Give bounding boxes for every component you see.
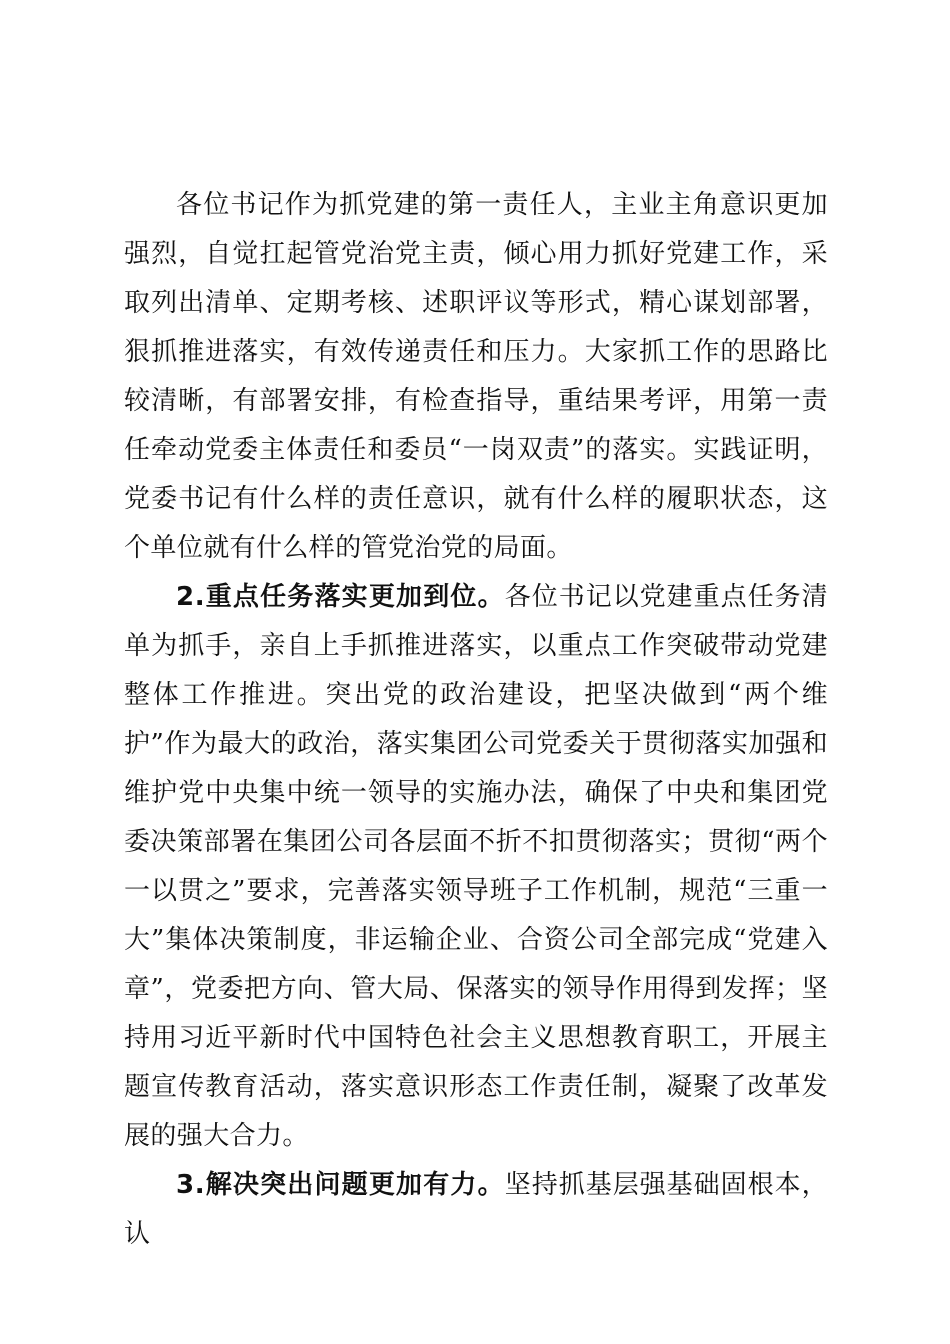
paragraph-1 <box>124 181 828 573</box>
document-body <box>124 181 828 1259</box>
paragraph-2-heading: 2.重点任务落实更加到位。 <box>176 582 505 612</box>
paragraph-3-heading: 3.解决突出问题更加有力。 <box>176 1170 505 1200</box>
paragraph-3-text: 坚持抓基层强基础固根本，认 <box>124 1170 828 1249</box>
paragraph-1-text: 各位书记作为抓党建的第一责任人，主业主角意识更加强烈，自觉扛起管党治党主责，倾心用力抓好党建工作，采取列出清单、定期考核、述职评议等形式，精心谋划部署，狠抓推进落实，有效传递责任和压力。大家抓工作的思路比较清晰，有部署安排，有检查指导，重结果考评，用第一责任牵动党委主体责任和委员“一岗双责”的落实。实践证明，党委书记有什么样的责任意识，就有什么样的履职状态，这个单位就有什么样的管党治党的局面。 <box>124 190 828 563</box>
paragraph-3 <box>124 1161 828 1259</box>
paragraph-2 <box>124 573 828 1161</box>
paragraph-2-text: 各位书记以党建重点任务清单为抓手，亲自上手抓推进落实，以重点工作突破带动党建整体工作推进。突出党的政治建设，把坚决做到“两个维护”作为最大的政治，落实集团公司党委关于贯彻落实加强和维护党中央集中统一领导的实施办法，确保了中央和集团党委决策部署在集团公司各层面不折不扣贯彻落实；贯彻“两个一以贯之”要求，完善落实领导班子工作机制，规范“三重一大”集体决策制度，非运输企业、合资公司全部完成“党建入章”，党委把方向、管大局、保落实的领导作用得到发挥；坚持用习近平新时代中国特色社会主义思想教育职工，开展主题宣传教育活动，落实意识形态工作责任制，凝聚了改革发展的强大合力。 <box>124 582 828 1151</box>
